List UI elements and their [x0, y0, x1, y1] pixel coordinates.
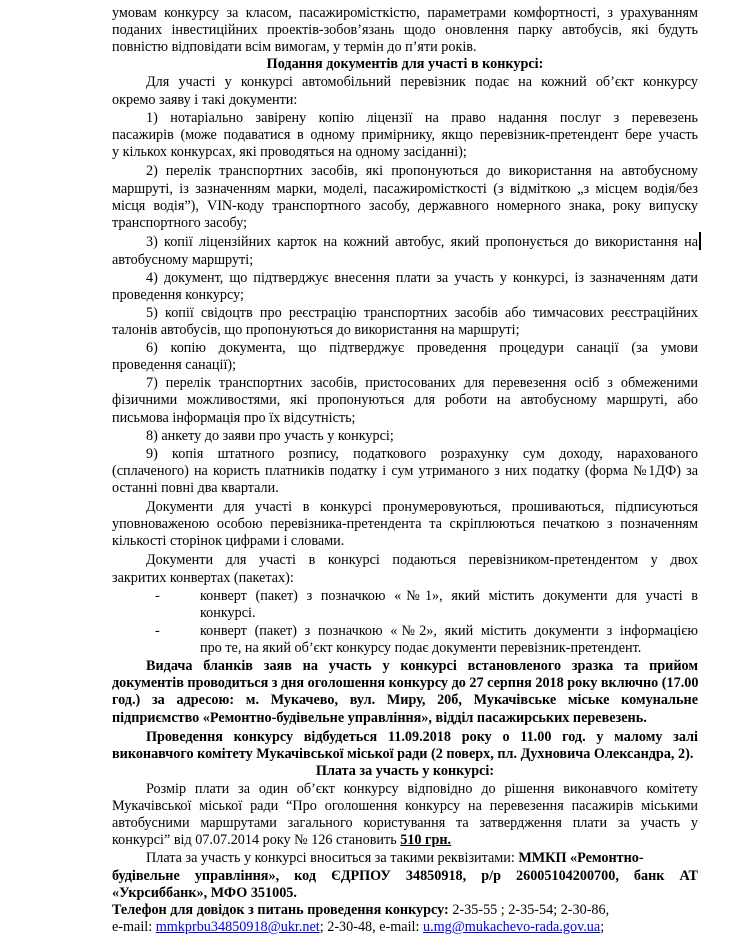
numbering-paragraph: Документи для участі в конкурсі пронумеровуються, прошиваються, підписуються — [146, 499, 698, 515]
intro-line: умовам конкурсу за класом, пасажиромісткістю, параметрами комфортності, з урахуванням — [112, 4, 698, 21]
email-line — [112, 918, 698, 936]
bullet-dash: - — [155, 622, 160, 639]
forms-paragraph: підприємство «Ремонтно-будівельне управління», відділ пасажирських перевезень. — [112, 709, 647, 726]
held-paragraph: Проведення конкурсу відбудеться 11.09.2018 року о 11.00 год. у малому залі — [146, 728, 698, 745]
intro-line: поданих інвестиційних проектів-зобов’язань щодо оновлення парку автобусів, які будуть — [112, 22, 698, 38]
intro-line: повністю відповідати всім вимогам, у термін до п’яти років. — [112, 39, 477, 56]
email-end: ; — [600, 919, 605, 935]
phone-numbers: 2-35-55 ; 2-35-54; 2-30-86, — [448, 901, 610, 918]
list-item-1: пасажирів (може подаватися в одному примірнику, якщо перевізник-претендент бере участь — [112, 126, 698, 143]
fee-amount: 510 грн. — [400, 832, 452, 849]
list-item-3: автобусному маршруті; — [112, 251, 254, 268]
payment-details: «Укрсиббанк», МФО 351005. — [112, 884, 297, 901]
held-paragraph: виконавчого комітету Мукачівської міської ради (2 поверх, пл. Духновича Олександра, 2). — [112, 745, 694, 762]
list-item-7: письмова інформація про їх відсутність; — [112, 409, 356, 426]
list-item-6: проведення санації); — [112, 357, 237, 374]
fee-paragraph: Мукачівської міської ради “Про оголошення конкурсу на перевезення пасажирів міськими — [112, 798, 698, 815]
list-item-7: фізичними можливостями, які пропонуються для роботи на автобусному маршруті, або — [112, 392, 698, 409]
bullet-envelope-2: про те, на який об’єкт конкурсу подає документи перевізник-претендент. — [200, 640, 642, 656]
list-item-5: 5) копії свідоцтв про реєстрацію транспортних засобів або тимчасових реєстраційних — [146, 304, 698, 321]
list-item-7: 7) перелік транспортних засобів, пристосованих для перевезення осіб з обмеженими — [146, 375, 698, 392]
envelopes-paragraph: закритих конвертах (пакетах): — [112, 569, 294, 586]
payment-recipient: ММКП «Ремонтно- — [518, 850, 644, 867]
docs-intro-line: окремо заяву і такі документи: — [112, 91, 298, 108]
list-item-4: 4) документ, що підтверджує внесення плати за участь у конкурсі, із зазначенням дати — [146, 269, 698, 286]
bullet-dash: - — [155, 587, 160, 604]
numbering-paragraph: кількості сторінок цифрами і словами. — [112, 533, 345, 550]
payment-text: Плата за участь у конкурсі вноситься за такими реквізитами: — [146, 850, 519, 867]
email-mid-text: ; 2-30-48, e-mail: — [319, 919, 423, 935]
docs-intro-line: Для участі у конкурсі автомобільний перевізник подає на кожний об’єкт конкурсу — [146, 74, 698, 91]
payment-details: будівельне управління», код ЄДРПОУ 34850918, р/р 26005104200700, банк АТ — [112, 867, 698, 884]
bullet-envelope-1: конкурсі. — [200, 604, 256, 621]
list-item-3: 3) копії ліцензійних карток на кожний автобус, який пропонується до використання на — [146, 234, 698, 251]
list-item-2: 2) перелік транспортних засобів, які пропонуються до використання на автобусному — [146, 162, 698, 179]
numbering-paragraph: уповноваженою особою перевізника-претендента та скріплюються печаткою з позначенням — [112, 516, 698, 533]
forms-paragraph: Видача бланків заяв на участь у конкурсі встановленого зразка та прийом — [146, 658, 698, 675]
list-item-1: 1) нотаріально завірену копію ліцензії на право надання послуг з перевезень — [146, 109, 698, 126]
email-link-2[interactable]: u.mg@mukachevo-rada.gov.ua — [422, 919, 601, 935]
list-item-4: проведення конкурсу; — [112, 286, 244, 303]
list-item-2: місця водія”), VIN-коду транспортного засобу, державного номерного знака, року випуску — [112, 198, 698, 215]
email-link-1[interactable]: mmkprbu34850918@ukr.net — [155, 919, 320, 935]
fee-last-line — [112, 831, 698, 849]
forms-paragraph: год.) за адресою: м. Мукачево, вул. Миру, 20б, Мукачівське міське комунальне — [112, 692, 698, 709]
bullet-envelope-2: конверт (пакет) з позначкою «№2», який містить документи з інформацією — [200, 622, 698, 639]
phone-label: Телефон для довідок з питань проведення конкурсу: — [112, 901, 449, 918]
list-item-2: маршруті, із зазначенням марки, моделі, пасажиромісткості (з відміткою „з місцем водія/без — [112, 181, 698, 197]
envelopes-paragraph: Документи для участі в конкурсі подаються перевізником-претендентом у двох — [146, 552, 698, 569]
fee-paragraph: Розмір плати за один об’єкт конкурсу відповідно до рішення виконавчого комітету — [146, 780, 698, 797]
email-label: e-mail: — [112, 919, 156, 935]
list-item-8: 8) анкету до заяви про участь у конкурсі; — [146, 427, 394, 444]
heading-documents: Подання документів для участі в конкурсі: — [266, 56, 544, 73]
list-item-1: у кількох конкурсах, які проводяться на одному засіданні); — [112, 143, 467, 160]
heading-fee: Плата за участь у конкурсі: — [315, 762, 495, 779]
list-item-5: талонів автобусів, що пропонуються до використання на маршруті; — [112, 321, 520, 338]
forms-paragraph: документів проводиться з дня оголошення конкурсу до 27 серпня 2018 року включно (17.00 — [112, 675, 699, 692]
list-item-9: (сплаченого) на користь платників податку і сум утриманого з них податку (форма №1ДФ) за — [112, 462, 698, 479]
list-item-6: 6) копію документа, що підтверджує проведення процедури санації (за умови — [146, 340, 698, 356]
list-item-9: останні повні два квартали. — [112, 480, 279, 496]
list-item-2: транспортного засобу; — [112, 215, 248, 232]
text-cursor-mark — [699, 232, 701, 250]
fee-paragraph: автобусними маршрутами загального користування та затвердження плати за участь у — [112, 815, 698, 832]
payment-line — [146, 849, 698, 867]
fee-text: конкурсі” від 07.07.2014 року № 126 становить — [112, 832, 401, 849]
bullet-envelope-1: конверт (пакет) з позначкою «№1», який містить документи для участі в — [200, 587, 698, 604]
phone-line — [112, 901, 698, 919]
list-item-9: 9) копія штатного розпису, податкового розрахунку сум доходу, нарахованого — [146, 445, 698, 462]
